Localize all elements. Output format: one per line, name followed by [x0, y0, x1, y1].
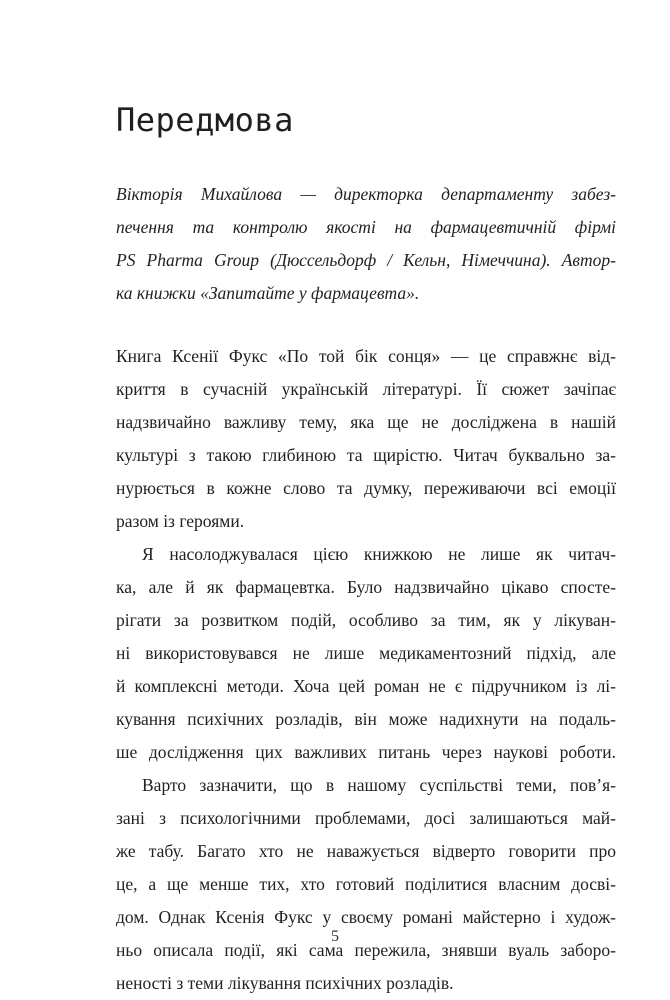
body-line: Варто зазначити, що в нашому суспільстві теми, пов’я- [142, 775, 616, 795]
body-line: же табу. Багато хто не наважується відверто говорити про [116, 841, 616, 861]
body-line: Книга Ксенії Фукс «По той бік сонця» — це справжнє від- [116, 346, 616, 366]
body-line: зані з психологічними проблемами, досі залишаються май- [116, 808, 616, 828]
page-number: 5 [331, 928, 339, 945]
body-line: разом із героями. [116, 511, 245, 531]
paragraph-3 [116, 769, 616, 1000]
epigraph-line: Вікторія Михайлова — директорка департаменту забез- [116, 184, 616, 204]
body-line: ка, але й як фармацевтка. Було надзвичайно цікаво спосте- [116, 577, 616, 597]
epigraph-line: печення та контролю якості на фармацевтичній фірмі [116, 217, 616, 237]
paragraph-1 [116, 340, 616, 538]
body-line: криття в сучасній українській літературі. Її сюжет зачіпає [116, 379, 616, 399]
body-line: Я насолоджувалася цією книжкою не лише як читач- [142, 544, 616, 564]
body-line: й комплексні методи. Хоча цей роман не є підручником із лі- [116, 676, 616, 696]
chapter-title: Передмова [116, 101, 294, 139]
body-line: культурі з такою глибиною та щирістю. Читач буквально за- [116, 445, 616, 465]
body-line: рігати за розвитком подій, особливо за тим, як у лікуван- [116, 610, 616, 630]
body-text [116, 340, 616, 1000]
epigraph-line: ка книжки «Запитайте у фармацевта». [116, 283, 420, 303]
author-epigraph [116, 178, 616, 310]
body-line: надзвичайно важливу тему, яка ще не досліджена в нашій [116, 412, 616, 432]
body-line: ні використовувався не лише медикаментозний підхід, але [116, 643, 616, 663]
body-line: ше дослідження цих важливих питань через наукові роботи. [116, 742, 616, 762]
body-line: дом. Однак Ксенія Фукс у своєму романі майстерно і худож- [116, 907, 616, 927]
body-line: неності з теми лікування психічних розладів. [116, 973, 454, 993]
body-line: ньо описала події, які сама пережила, знявши вуаль заборо- [116, 940, 616, 960]
body-line: кування психічних розладів, він може надихнути на подаль- [116, 709, 616, 729]
paragraph-2 [116, 538, 616, 769]
epigraph-line: PS Pharma Group (Дюссельдорф / Кельн, Німеччина). Автор- [116, 250, 616, 270]
body-line: це, а ще менше тих, хто готовий поділитися власним досві- [116, 874, 616, 894]
body-line: нурюється в кожне слово та думку, переживаючи всі емоції [116, 478, 616, 498]
